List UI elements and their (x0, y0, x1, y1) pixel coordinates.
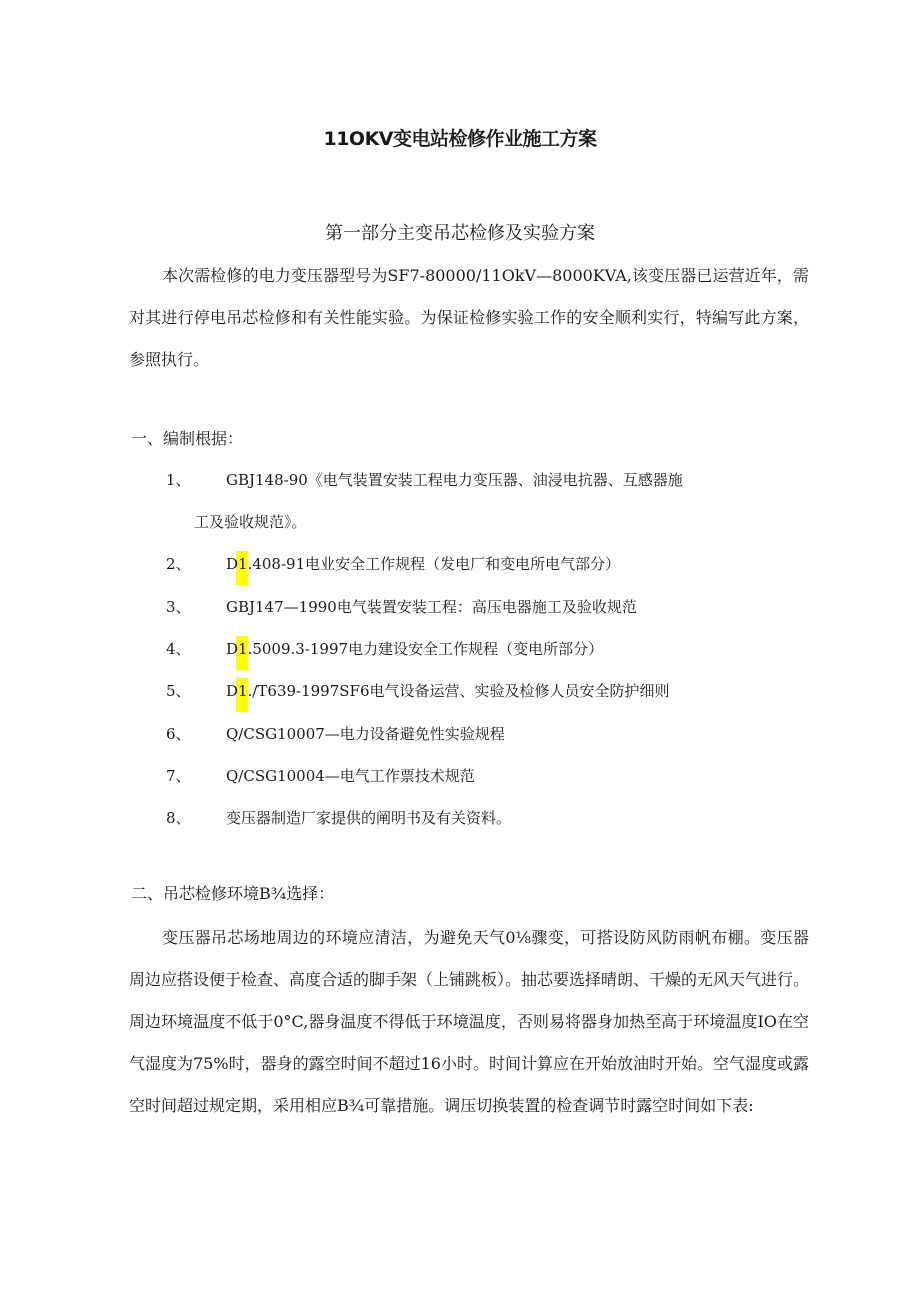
list-item-number: 5、 (166, 682, 191, 700)
list-item: GBJ148-90《电气装置安装工程电力变压器、油浸电抗器、互感器施 (226, 471, 683, 489)
list-item-number: 6、 (166, 725, 191, 743)
document-title: 11OKV变电站检修作业施工方案 (323, 128, 597, 150)
intro-paragraph: 本次需检修的电力变压器型号为SF7-80000/11OkV—8000KVA,该变压器已运营近年，需对其进行停电吊芯检修和有关性能实验。为保证检修实验工作的安全顺利实行，特编写此方案，参照执行。 (129, 266, 809, 369)
list-item: D1./T639-1997SF6电气设备运营、实验及检修人员安全防护细则 (226, 682, 670, 700)
list-item-number: 1、 (166, 471, 191, 489)
section1-heading: 一、编制根据： (131, 429, 244, 448)
list-item-number: 8、 (166, 809, 191, 827)
list-item: D1.5009.3-1997电力建设安全工作规程（变电所部分） (226, 640, 604, 658)
list-item: GBJ147—1990电气装置安装工程：高压电器施工及验收规范 (226, 598, 637, 616)
list-item: Q/CSG10004—电气工作票技术规范 (226, 767, 475, 785)
part-title: 第一部分主变吊芯检修及实验方案 (325, 223, 595, 244)
list-item-number: 2、 (166, 555, 191, 573)
list-item-number: 7、 (166, 767, 191, 785)
list-item-number: 3、 (166, 598, 191, 616)
list-item: D1.408-91电业安全工作规程（发电厂和变电所电气部分） (226, 555, 621, 573)
list-item: Q/CSG10007—电力设备避免性实验规程 (226, 725, 505, 743)
section2-paragraph: 变压器吊芯场地周边的环境应清洁，为避免天气0⅛骤变，可搭设防风防雨帆布棚。变压器周边应搭设便于检查、高度合适的脚手架（上铺跳板）。抽芯要选择晴朗、干燥的无风天气进行。周边环境温度不低于0°C,器身温度不得低于环境温度，否则易将器身加热至高于环境温度IO在空气湿度为75%时，器身的露空时间不超过16小时。时间计算应在开始放油时开始。空气湿度或露空时间超过规定期，采用相应B¾可靠措施。调压切换装置的检查调节时露空时间如下表: (129, 928, 810, 1115)
list-item-continuation: 工及验收规范》。 (194, 513, 307, 531)
section2-heading: 二、吊芯检修环境B¾选择： (131, 884, 335, 903)
list-item-number: 4、 (166, 640, 191, 658)
list-item: 变压器制造厂家提供的阐明书及有关资料。 (226, 809, 512, 827)
